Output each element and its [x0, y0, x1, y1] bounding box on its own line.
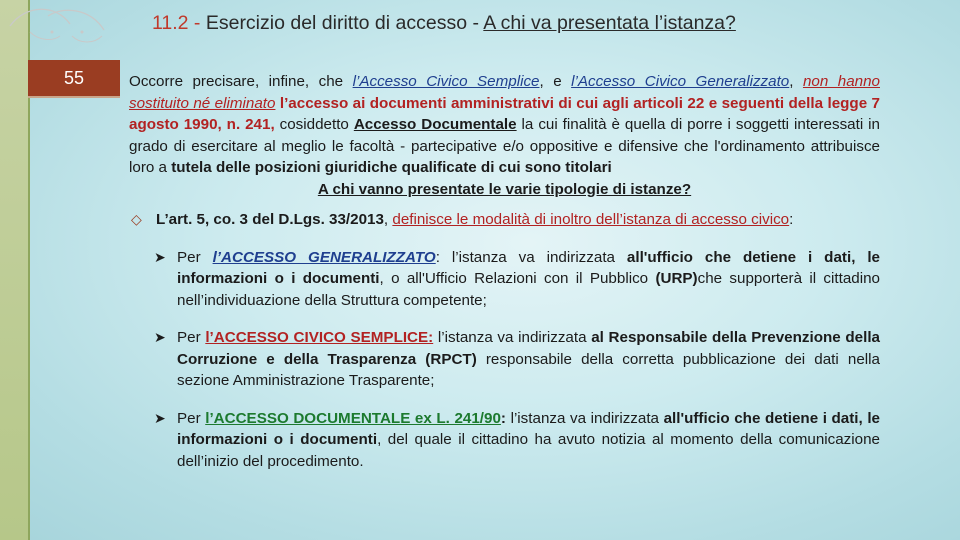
item-text: :: [500, 409, 506, 427]
item-text: Per: [177, 329, 206, 346]
left-side-band: [0, 0, 28, 540]
intro-text: , e: [539, 73, 572, 90]
arrowhead-icon: ➤: [154, 409, 166, 426]
intro-text: Occorre precisare, infine, che: [129, 73, 353, 90]
item-text: Per: [177, 409, 206, 427]
list-item-generalizzato: [129, 247, 880, 312]
item-text: l’istanza va indirizzata: [439, 248, 627, 266]
accesso-civico-generalizzato-term: l’Accesso Civico Generalizzato: [571, 73, 790, 90]
legal-ref-text: ,: [383, 211, 393, 228]
legal-ref-underlined: definisce le modalità di inoltro dell’istanza di accesso civico: [392, 211, 790, 228]
arrowhead-icon: ➤: [154, 248, 166, 265]
slide-number-badge: [28, 60, 120, 96]
item-text: l’istanza va indirizzata: [505, 409, 664, 427]
item-text: che supporterà il cittadino nell’individuazione della Struttura competente;: [177, 270, 881, 309]
item-bold-text: all'ufficio che detiene i dati, le informazioni o i documenti: [177, 409, 880, 448]
decorative-leaf-outline: [8, 2, 118, 50]
diamond-outline-icon: ◇: [131, 211, 142, 227]
slide-title: [152, 12, 736, 35]
intro-text: la cui finalità è quella di porre i soggetti interessati in grado di esercitare al meglio le facoltà - partecipative e/o oppositive e difensive che l'ordinamento attribuisce loro a: [129, 116, 880, 176]
accesso-documentale-term: Accesso Documentale: [353, 116, 517, 133]
legal-ref-text: :: [789, 211, 794, 228]
slide-number-underline: [28, 96, 120, 98]
title-section-number: 11.2 -: [152, 12, 201, 34]
subheading: A chi vanno presentate le varie tipologie di istanze?: [317, 180, 692, 198]
item-text: l’istanza va indirizzata: [433, 329, 592, 346]
item-text: :: [435, 248, 440, 266]
legal-ref-bullet: [129, 209, 880, 231]
intro-text: ,: [789, 73, 803, 90]
item-text: , o all'Ufficio Relazioni con il Pubblico: [379, 270, 656, 287]
title-underlined-question: A chi va presentata l’istanza?: [483, 12, 736, 34]
arrowhead-icon: ➤: [154, 329, 166, 345]
item-bold-text: all'ufficio che detiene i dati, le informazioni o i documenti: [177, 248, 880, 287]
intro-paragraph: [129, 71, 880, 179]
accesso-civico-semplice-term: l’Accesso Civico Semplice: [352, 73, 540, 90]
slide-number: 55: [63, 67, 85, 88]
item-text: Per: [177, 248, 213, 266]
item-type-label: l’ACCESSO GENERALIZZATO: [212, 248, 436, 266]
intro-bold-text: tutela delle posizioni giuridiche qualificate di cui sono titolari: [171, 159, 612, 176]
item-type-label: l’ACCESSO DOCUMENTALE ex L. 241/90: [205, 409, 501, 427]
item-text: , del quale il cittadino ha avuto notizia al momento della comunicazione dell’inizio del procedimento.: [177, 431, 880, 470]
intro-text: cosiddetto: [274, 116, 354, 133]
title-text: Esercizio del diritto di accesso -: [200, 12, 484, 34]
item-bold-text: (URP): [655, 270, 698, 287]
slide-content: [129, 71, 880, 472]
list-item-civico-semplice: [129, 327, 880, 392]
item-type-label: l’ACCESSO CIVICO SEMPLICE:: [205, 329, 434, 346]
emphasis-phrase: non hanno sostituito né eliminato: [129, 73, 880, 112]
legal-ref-bold: L’art. 5, co. 3 del D.Lgs. 33/2013: [156, 211, 384, 228]
item-text: responsabile della corretta pubblicazione dei dati nella sezione Amministrazione Trasparente;: [177, 350, 880, 389]
legal-reference-text: l’accesso ai documenti amministrativi di cui agli articoli 22 e seguenti della legge 7 agosto 1990, n. 241,: [129, 94, 881, 133]
list-item-documentale: [129, 408, 880, 473]
item-bold-text: al Responsabile della Prevenzione della Corruzione e della Trasparenza (RPCT): [177, 329, 880, 368]
